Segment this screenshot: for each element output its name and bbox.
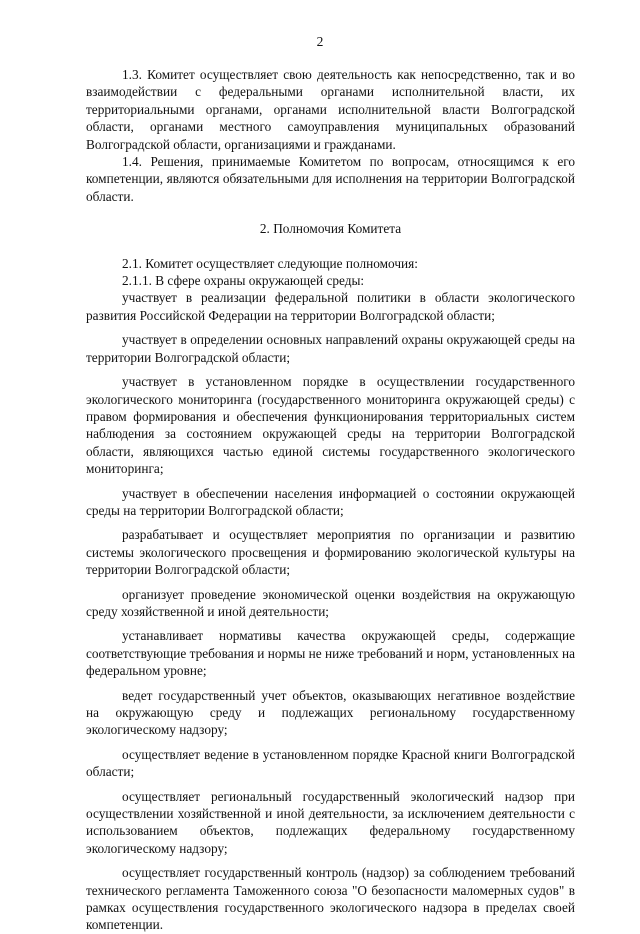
paragraph-2-1: 2.1. Комитет осуществляет следующие полномочия: xyxy=(122,255,418,271)
power-item-monitoring: участвует в установленном порядке в осуществлении государственного экологического мониторинга (государственного мониторинга окружающей среды) с правом формирования и обеспечения функционирования территориальных систем наблюдения за состоянием окружающей среды на территории Волгоградской области, являющихся частью единой системы государственного экологического мониторинга; xyxy=(86,374,575,477)
power-item-assessment: организует проведение экономической оценки воздействия на окружающую среду хозяйственной и иной деятельности; xyxy=(86,586,575,619)
power-item-education: разрабатывает и осуществляет мероприятия по организации и развитию системы экологического просвещения и формированию экологической культуры на территории Волгоградской области; xyxy=(86,527,575,578)
paragraph-1-3: 1.3. Комитет осуществляет свою деятельность как непосредственно, так и во взаимодействии с федеральными органами исполнительной власти, их территориальными органами, органами исполнительной власти Волгоградской области, органами местного самоуправления муниципальных образований Волгоградской области, организациями и гражданами. xyxy=(86,67,575,152)
power-item-information: участвует в обеспечении населения информацией о состоянии окружающей среды на территории Волгоградской области; xyxy=(86,485,575,518)
power-item-customs-regulation: осуществляет государственный контроль (надзор) за соблюдением требований технического регламента Таможенного союза "О безопасности маломерных судов" в рамках осуществления государственного экологического надзора в пределах своей компетенции. xyxy=(86,865,575,933)
power-item-federal-policy: участвует в реализации федеральной политики в области экологического развития Российской Федерации на территории Волгоградской области; xyxy=(86,290,575,323)
power-item-ecological-supervision: осуществляет региональный государственный экологический надзор при осуществлении хозяйственной и иной деятельности, за исключением деятельности с использованием объектов, подлежащих федеральному государственному экологическому надзору; xyxy=(86,788,575,856)
power-item-directions: участвует в определении основных направлений охраны окружающей среды на территории Волгоградской области; xyxy=(86,332,575,365)
power-item-registry: ведет государственный учет объектов, оказывающих негативное воздействие на окружающую среду и подлежащих региональному государственному экологическому надзору; xyxy=(86,687,575,738)
paragraph-1-4: 1.4. Решения, принимаемые Комитетом по вопросам, относящимся к его компетенции, являются обязательными для исполнения на территории Волгоградской области. xyxy=(86,154,575,204)
power-item-standards: устанавливает нормативы качества окружающей среды, содержащие соответствующие требования и нормы не ниже требований и норм, установленных на федеральном уровне; xyxy=(86,628,575,679)
document-body xyxy=(86,66,575,934)
paragraph-2-1-1: 2.1.1. В сфере охраны окружающей среды: xyxy=(122,273,365,289)
section-title: 2. Полномочия Комитета xyxy=(259,221,402,237)
page-number: 2 xyxy=(316,34,324,49)
power-item-red-book: осуществляет ведение в установленном порядке Красной книги Волгоградской области; xyxy=(86,746,575,780)
